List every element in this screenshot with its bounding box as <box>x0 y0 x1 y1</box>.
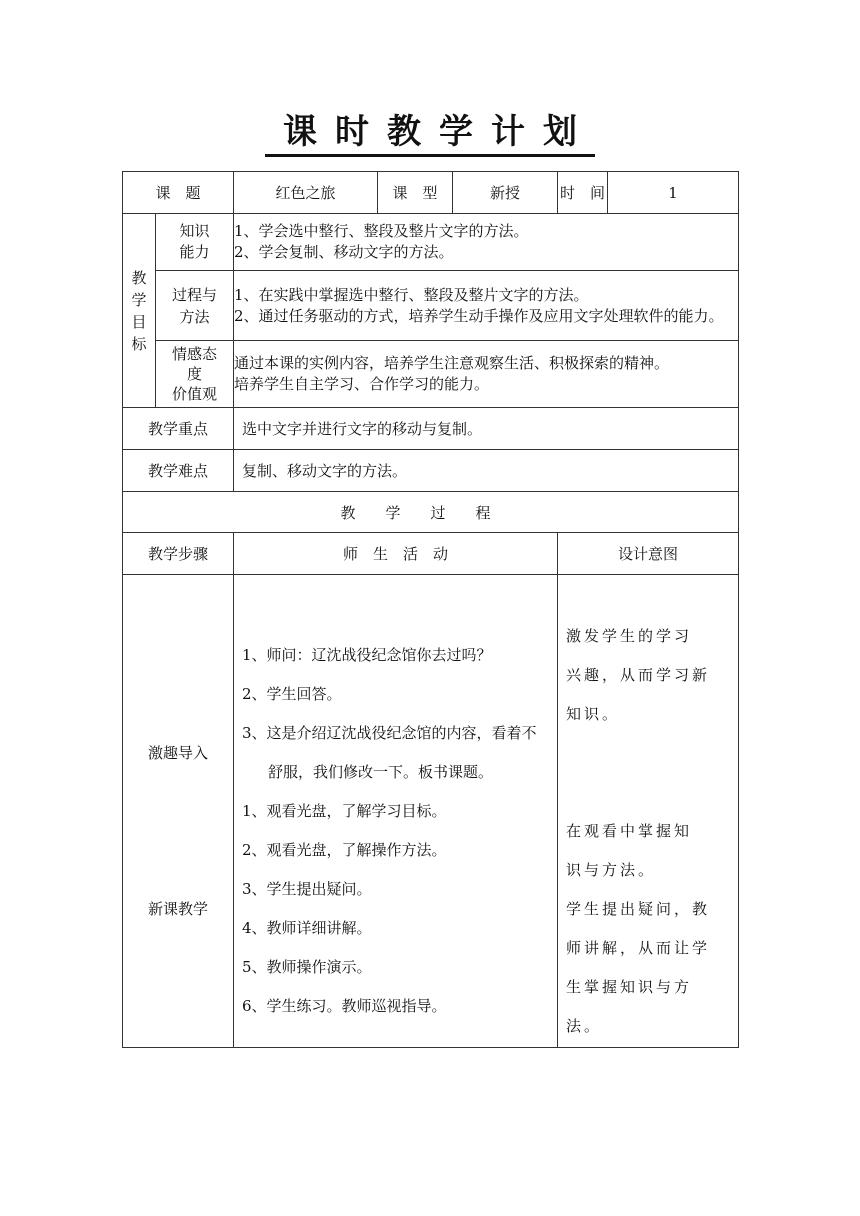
intent-line: 识与方法。 <box>566 860 657 879</box>
attitude-label-line: 情感态 <box>172 345 218 363</box>
difficult-point-row <box>123 450 739 492</box>
activities-cell <box>234 575 558 1048</box>
difficult-point-label: 教学难点 <box>123 450 234 492</box>
activities-column-header: 师 生 活 动 <box>234 533 558 575</box>
steps-cell <box>123 575 234 1048</box>
activity-line: 3、学生提出疑问。 <box>242 880 372 898</box>
attitude-label-line: 价值观 <box>172 385 218 403</box>
key-point-row <box>123 408 739 450</box>
objective-process-row <box>123 271 739 341</box>
objective-attitude-row <box>123 341 739 408</box>
objectives-label-char: 教 <box>131 268 147 287</box>
page-title <box>0 104 860 153</box>
column-header-row <box>123 533 739 575</box>
process-method-content <box>234 271 739 341</box>
intent-line: 激发学生的学习 <box>566 626 693 645</box>
process-label-line: 方法 <box>179 307 210 326</box>
time-value: 1 <box>608 172 739 214</box>
intent-line: 师讲解，从而让学 <box>566 938 711 957</box>
lesson-plan-table <box>122 171 739 1048</box>
intent-column-header: 设计意图 <box>558 533 739 575</box>
knowledge-label-line: 知识 <box>179 222 210 240</box>
intent-line: 法。 <box>566 1016 603 1035</box>
activity-line: 2、学生回答。 <box>242 685 342 703</box>
activity-line: 2、观看光盘，了解操作方法。 <box>242 841 447 859</box>
knowledge-content <box>234 214 739 271</box>
process-heading: 教学过程 <box>123 492 739 533</box>
time-label: 时 间 <box>558 172 608 214</box>
activity-line: 6、学生练习。教师巡视指导。 <box>242 997 447 1015</box>
objective-knowledge-row <box>123 214 739 271</box>
intent-line: 学生提出疑问，教 <box>566 899 711 918</box>
attitude-text-line: 培养学生自主学习、合作学习的能力。 <box>234 375 490 393</box>
intent-line: 兴趣，从而学习新 <box>566 665 711 684</box>
objectives-label-char: 标 <box>131 334 147 353</box>
attitude-content <box>234 341 739 408</box>
intent-line: 知识。 <box>566 704 621 723</box>
process-heading-row <box>123 492 739 533</box>
header-row <box>123 172 739 214</box>
teaching-process-row <box>123 575 739 1048</box>
type-value: 新授 <box>453 172 558 214</box>
knowledge-item: 2、学会复制、移动文字的方法。 <box>234 243 454 261</box>
activity-line: 1、观看光盘，了解学习目标。 <box>242 802 447 820</box>
attitude-label <box>156 341 234 408</box>
knowledge-label <box>156 214 234 271</box>
intent-line: 生掌握知识与方 <box>566 977 693 996</box>
key-point-value: 选中文字并进行文字的移动与复制。 <box>234 408 739 450</box>
steps-column-header: 教学步骤 <box>123 533 234 575</box>
process-method-label <box>156 271 234 341</box>
objectives-label-char: 目 <box>131 312 147 331</box>
topic-label: 课 题 <box>123 172 234 214</box>
step-label: 激趣导入 <box>148 743 209 762</box>
objectives-label-char: 学 <box>131 290 147 309</box>
topic-value: 红色之旅 <box>234 172 378 214</box>
knowledge-label-line: 能力 <box>179 243 210 261</box>
key-point-label: 教学重点 <box>123 408 234 450</box>
intent-cell <box>558 575 739 1048</box>
attitude-text-line: 通过本课的实例内容，培养学生注意观察生活、积极探索的精神。 <box>234 354 670 372</box>
process-item: 1、在实践中掌握选中整行、整段及整片文字的方法。 <box>234 285 589 304</box>
activity-line: 舒服，我们修改一下。板书课题。 <box>268 763 494 781</box>
activity-line: 1、师问：辽沈战役纪念馆你去过吗？ <box>242 646 492 664</box>
step-label: 新课教学 <box>148 899 209 918</box>
process-item: 2、通过任务驱动的方式，培养学生动手操作及应用文字处理软件的能力。 <box>234 306 724 325</box>
type-label: 课 型 <box>378 172 453 214</box>
knowledge-item: 1、学会选中整行、整段及整片文字的方法。 <box>234 222 529 240</box>
process-label-line: 过程与 <box>172 285 218 304</box>
activity-line: 3、这是介绍辽沈战役纪念馆的内容，看着不 <box>242 724 537 742</box>
page-title-text: 课时教学计划 <box>265 112 595 157</box>
activity-line: 4、教师详细讲解。 <box>242 919 372 937</box>
activity-line: 5、教师操作演示。 <box>242 958 372 976</box>
objectives-label <box>123 214 156 408</box>
difficult-point-value: 复制、移动文字的方法。 <box>234 450 739 492</box>
intent-line: 在观看中掌握知 <box>566 821 693 840</box>
attitude-label-line: 度 <box>187 365 203 383</box>
